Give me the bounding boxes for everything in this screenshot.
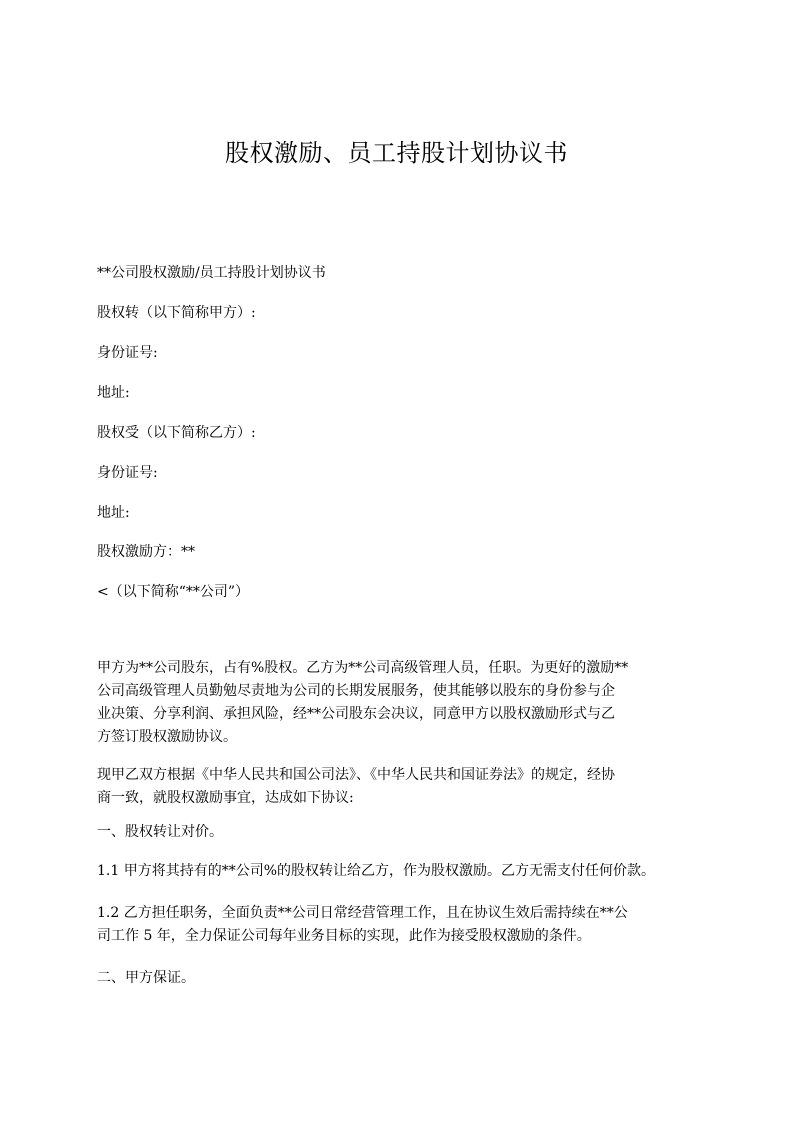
background-paragraph xyxy=(97,657,717,749)
party-a-id-label: 身份证号: xyxy=(97,345,158,361)
incentive-party-label: 股权激励方：** xyxy=(97,544,195,560)
section-2-heading: 二、甲方保证。 xyxy=(97,970,195,986)
party-a-label: 股权转（以下简称甲方）: xyxy=(97,305,256,321)
clause-1-2 xyxy=(97,902,717,948)
clause-1-1: 1.1 甲方将其持有的**公司%的股权转让给乙方，作为股权激励。乙方无需支付任何价款。 xyxy=(97,863,656,879)
paragraph-line: 商一致，就股权激励事宜，达成如下协议: xyxy=(97,790,354,806)
paragraph-line: 现甲乙双方根据《中华人民共和国公司法》、《中华人民共和国证券法》的规定，经协 xyxy=(97,767,615,783)
section-1-heading: 一、股权转让对价。 xyxy=(97,824,223,840)
agreement-name-line: **公司股权激励/员工持股计划协议书 xyxy=(97,265,326,281)
party-b-address-label: 地址: xyxy=(97,505,130,521)
paragraph-line: 方签订股权激励协议。 xyxy=(97,729,237,745)
paragraph-line: 业决策、分享利润、承担风险，经**公司股东会决议，同意甲方以股权激励形式与乙 xyxy=(97,706,615,722)
document-title: 股权激励、员工持股计划协议书 xyxy=(225,139,568,167)
party-b-id-label: 身份证号: xyxy=(97,465,158,481)
paragraph-line: 公司高级管理人员勤勉尽责地为公司的长期发展服务，使其能够以股东的身份参与企 xyxy=(97,683,615,699)
party-a-address-label: 地址: xyxy=(97,385,130,401)
legal-basis-paragraph xyxy=(97,764,717,810)
paragraph-line: 1.2 乙方担任职务，全面负责**公司日常经营管理工作，且在协议生效后需持续在**公 xyxy=(97,905,628,921)
paragraph-line: 司工作 5 年，全力保证公司每年业务目标的实现，此作为接受股权激励的条件。 xyxy=(97,928,591,944)
incentive-party-abbreviation: <（以下简称“**公司”） xyxy=(97,584,250,600)
party-b-label: 股权受（以下简称乙方）: xyxy=(97,425,256,441)
paragraph-line: 甲方为**公司股东，占有%股权。乙方为**公司高级管理人员，任职。为更好的激励** xyxy=(97,660,629,676)
